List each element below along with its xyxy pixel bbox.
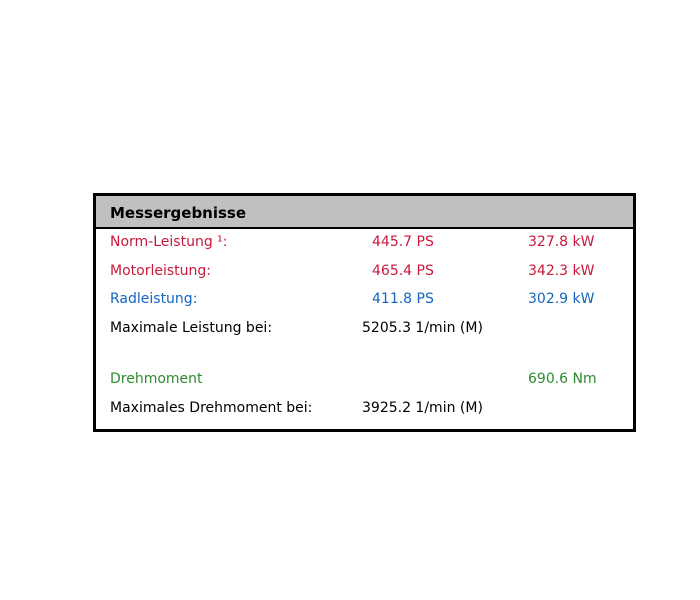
row-motorleistung — [96, 260, 633, 284]
row-radleistung — [96, 288, 633, 312]
norm-leistung-kw: 327.8 kW — [528, 234, 595, 250]
row-drehmoment — [96, 368, 633, 392]
radleistung-ps: 411.8 PS — [372, 291, 434, 307]
drehmoment-value: 690.6 Nm — [528, 371, 597, 387]
max-leistung-rpm: 5205.3 1/min (M) — [362, 320, 483, 336]
motorleistung-ps: 465.4 PS — [372, 263, 434, 279]
max-leistung-label: Maximale Leistung bei: — [110, 320, 273, 336]
results-table — [93, 193, 636, 432]
row-max-drehmoment — [96, 397, 633, 421]
norm-leistung-ps: 445.7 PS — [372, 234, 434, 250]
max-drehmoment-label: Maximales Drehmoment bei: — [110, 400, 313, 416]
max-drehmoment-rpm: 3925.2 1/min (M) — [362, 400, 483, 416]
row-max-leistung — [96, 317, 633, 341]
motorleistung-kw: 342.3 kW — [528, 263, 595, 279]
radleistung-kw: 302.9 kW — [528, 291, 595, 307]
drehmoment-label: Drehmoment — [110, 371, 203, 387]
motorleistung-label: Motorleistung: — [110, 263, 211, 279]
results-title: Messergebnisse — [110, 204, 247, 222]
norm-leistung-label: Norm-Leistung ¹: — [110, 234, 228, 250]
row-norm-leistung — [96, 231, 633, 255]
results-header — [96, 196, 633, 229]
radleistung-label: Radleistung: — [110, 291, 198, 307]
